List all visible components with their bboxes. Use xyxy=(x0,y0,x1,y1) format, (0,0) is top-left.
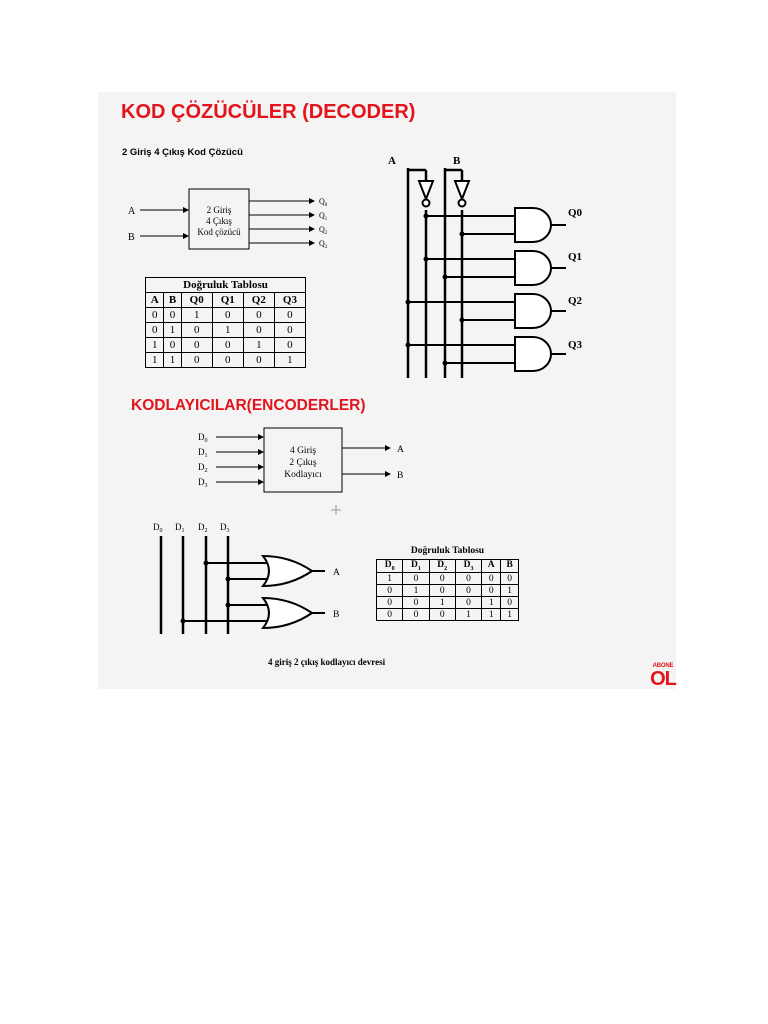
encoder-table-header: $D_1$ xyxy=(403,560,429,573)
table-cell: 0 xyxy=(403,609,429,621)
encoder-input-d2-label: $D_2$ xyxy=(198,462,208,474)
table-row xyxy=(377,585,519,597)
table-cell: 0 xyxy=(274,308,305,323)
table-row xyxy=(146,323,306,338)
circuit-input-b-label: B xyxy=(453,155,461,167)
table-cell: 1 xyxy=(146,338,164,353)
decoder-truth-table xyxy=(145,277,306,368)
table-cell: 1 xyxy=(164,323,181,338)
table-cell: 0 xyxy=(429,573,455,585)
encoder-table-header-row xyxy=(377,560,519,573)
table-row xyxy=(377,573,519,585)
circuit-input-a-label: A xyxy=(388,155,396,167)
encoder-block-label-line2: 2 Çıkış xyxy=(289,458,317,468)
decoder-block-diagram xyxy=(118,185,338,260)
decoder-table-header: Q1 xyxy=(212,293,243,308)
table-cell: 0 xyxy=(274,338,305,353)
table-cell: 0 xyxy=(482,585,501,597)
or-gate-b xyxy=(263,598,312,628)
logo-line2: OL xyxy=(650,668,676,690)
table-row xyxy=(377,597,519,609)
table-cell: 1 xyxy=(482,609,501,621)
decoder-table-header: Q0 xyxy=(181,293,212,308)
table-cell: 0 xyxy=(212,338,243,353)
decoder-title: KOD ÇÖZÜCÜLER (DECODER) xyxy=(121,101,416,123)
table-cell: 0 xyxy=(377,609,403,621)
inverter-a xyxy=(419,181,433,199)
encoder-output-b-label: B xyxy=(397,471,404,481)
table-cell: 0 xyxy=(455,585,481,597)
encoder-title: KODLAYICILAR(ENCODERLER) xyxy=(131,397,366,414)
encoder-table-caption: Doğruluk Tablosu xyxy=(410,546,485,556)
decoder-block-label-line2: 4 Çıkış xyxy=(206,216,232,226)
inverter-b xyxy=(455,181,469,199)
encoder-table-header: B xyxy=(501,560,519,573)
decoder-table-caption: Doğruluk Tablosu xyxy=(146,278,306,293)
table-cell: 0 xyxy=(501,597,519,609)
circuit-input-d0-label: $D_0$ xyxy=(153,522,163,534)
decoder-subtitle: 2 Giriş 4 Çıkış Kod Çözücü xyxy=(122,147,243,158)
table-cell: 0 xyxy=(377,597,403,609)
table-cell: 1 xyxy=(181,308,212,323)
decoder-table-header-row xyxy=(146,293,306,308)
table-cell: 1 xyxy=(403,585,429,597)
table-cell: 1 xyxy=(455,609,481,621)
crosshair-cursor-icon xyxy=(330,504,342,516)
decoder-table-header: B xyxy=(164,293,181,308)
table-cell: 0 xyxy=(403,597,429,609)
table-cell: 0 xyxy=(429,609,455,621)
circuit-input-d3-label: $D_3$ xyxy=(220,522,230,534)
encoder-table-header: $D_2$ xyxy=(429,560,455,573)
table-cell: 1 xyxy=(501,609,519,621)
circuit-output-q2-label: Q2 xyxy=(568,295,583,307)
table-row xyxy=(146,353,306,368)
decoder-table-header: Q3 xyxy=(274,293,305,308)
and-gate-q0 xyxy=(515,208,551,242)
encoder-table-header: $D_3$ xyxy=(455,560,481,573)
table-cell: 0 xyxy=(164,308,181,323)
table-cell: 0 xyxy=(181,353,212,368)
table-cell: 0 xyxy=(212,308,243,323)
table-cell: 0 xyxy=(482,573,501,585)
and-gate-q1 xyxy=(515,251,551,285)
table-cell: 0 xyxy=(146,308,164,323)
circuit-input-d2-label: $D_2$ xyxy=(198,522,208,534)
or-gate-a xyxy=(263,556,312,586)
table-cell: 1 xyxy=(429,597,455,609)
circuit-output-q0-label: Q0 xyxy=(568,207,583,219)
circuit-output-q1-label: Q1 xyxy=(568,251,583,263)
encoder-block-label-line1: 4 Giriş xyxy=(289,446,317,456)
encoder-block-diagram xyxy=(190,424,420,496)
table-row xyxy=(377,609,519,621)
decoder-input-a-label: A xyxy=(128,206,136,217)
circuit-output-b-label: B xyxy=(333,610,340,620)
table-cell: 1 xyxy=(146,353,164,368)
table-cell: 0 xyxy=(377,585,403,597)
and-gate-q2 xyxy=(515,294,551,328)
table-cell: 1 xyxy=(377,573,403,585)
decoder-logic-circuit xyxy=(380,148,610,380)
circuit-output-q3-label: Q3 xyxy=(568,339,583,351)
table-cell: 0 xyxy=(243,308,274,323)
table-cell: 0 xyxy=(181,338,212,353)
decoder-output-q0-label: $Q_0$ xyxy=(319,197,328,208)
table-cell: 0 xyxy=(164,338,181,353)
inverter-a-bubble xyxy=(423,200,430,207)
encoder-truth-table xyxy=(376,559,519,621)
encoder-input-d0-label: $D_0$ xyxy=(198,432,208,444)
table-cell: 0 xyxy=(243,323,274,338)
table-cell: 1 xyxy=(243,338,274,353)
circuit-input-d1-label: $D_1$ xyxy=(175,522,185,534)
encoder-block-label-line3: Kodlayıcı xyxy=(284,470,322,480)
table-cell: 0 xyxy=(243,353,274,368)
table-cell: 0 xyxy=(501,573,519,585)
decoder-table-header: A xyxy=(146,293,164,308)
table-cell: 0 xyxy=(212,353,243,368)
decoder-table-header: Q2 xyxy=(243,293,274,308)
decoder-input-b-label: B xyxy=(128,232,135,243)
logo-line1: ABONE xyxy=(652,663,674,669)
table-cell: 0 xyxy=(181,323,212,338)
table-row xyxy=(146,338,306,353)
encoder-output-a-label: A xyxy=(397,445,404,455)
table-row xyxy=(146,308,306,323)
decoder-output-q1-label: $Q_1$ xyxy=(319,211,328,222)
table-cell: 0 xyxy=(146,323,164,338)
table-cell: 0 xyxy=(455,573,481,585)
table-cell: 1 xyxy=(212,323,243,338)
and-gate-q3 xyxy=(515,337,551,371)
encoder-logic-circuit xyxy=(145,516,355,636)
table-cell: 1 xyxy=(501,585,519,597)
table-cell: 0 xyxy=(403,573,429,585)
encoder-input-d1-label: $D_1$ xyxy=(198,447,208,459)
table-cell: 1 xyxy=(164,353,181,368)
inverter-b-bubble xyxy=(459,200,466,207)
encoder-table-header: A xyxy=(482,560,501,573)
table-cell: 1 xyxy=(482,597,501,609)
table-cell: 0 xyxy=(274,323,305,338)
circuit-output-a-label: A xyxy=(333,568,340,578)
encoder-circuit-caption: 4 giriş 2 çıkış kodlayıcı devresi xyxy=(268,657,386,667)
abone-ol-logo[interactable] xyxy=(648,663,678,689)
table-cell: 0 xyxy=(429,585,455,597)
encoder-input-d3-label: $D_3$ xyxy=(198,477,208,489)
table-cell: 1 xyxy=(274,353,305,368)
decoder-output-q2-label: $Q_2$ xyxy=(319,225,328,236)
decoder-block-label-line3: Kod çözücü xyxy=(197,227,241,237)
decoder-block-label-line1: 2 Giriş xyxy=(206,205,232,215)
encoder-table-header: $D_0$ xyxy=(377,560,403,573)
decoder-output-q3-label: $Q_3$ xyxy=(319,239,328,250)
table-cell: 0 xyxy=(455,597,481,609)
